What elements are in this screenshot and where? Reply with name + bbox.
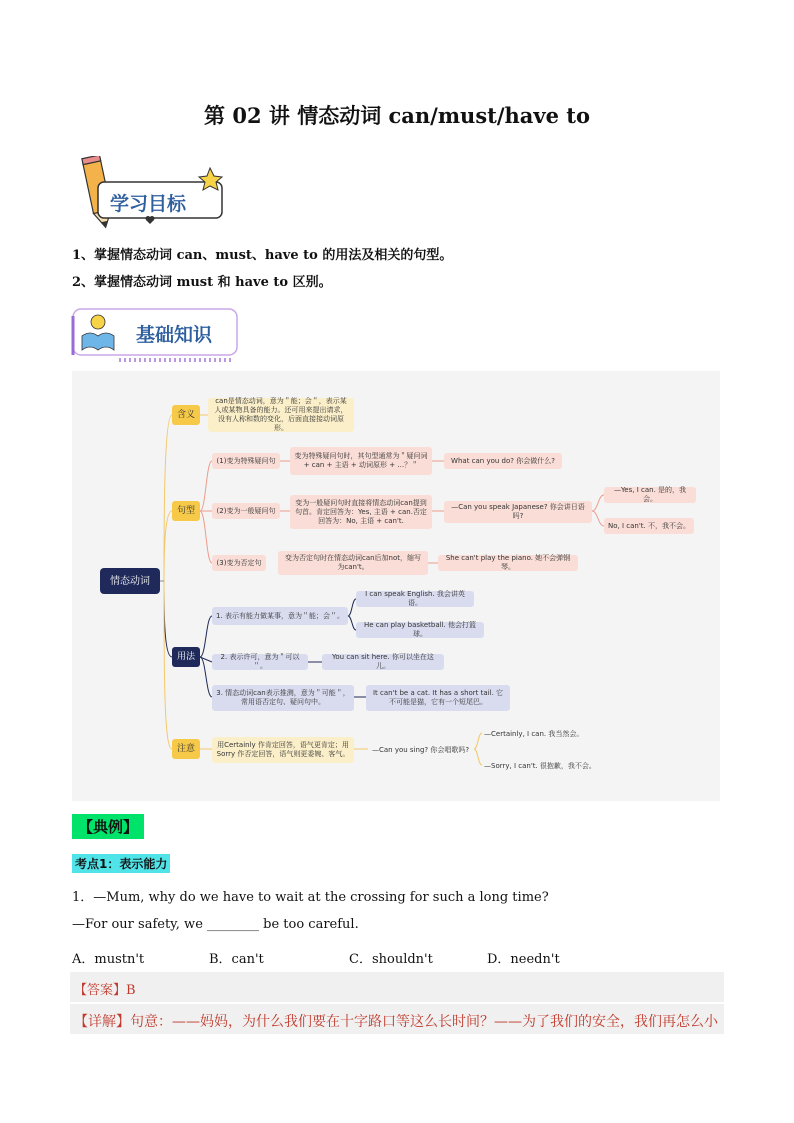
mm-pattern-label: 句型	[172, 501, 200, 521]
mm-guess-ex: It can't be a cat. It has a short tail. 它不可能是猫，它有一个短尾巴。	[366, 685, 510, 711]
key-point-label: 考点1：表示能力	[72, 854, 170, 873]
goals-banner	[70, 156, 240, 232]
goal-2: 2、掌握情态动词 must 和 have to 区别。	[72, 275, 332, 290]
mm-general-no: No, I can't. 不，我不会。	[604, 518, 694, 534]
answer-line	[74, 979, 136, 998]
detail-text: 句意：——妈妈，为什么我们要在十字路口等这么长时间？——为了我们的安全，我们再怎么小	[130, 1014, 718, 1030]
answer-value: B	[126, 983, 136, 998]
mm-ability-label: 1. 表示有能力做某事，意为＂能；会＂。	[212, 607, 348, 625]
detail-label: 【详解】	[74, 1014, 130, 1030]
mm-special-text: 变为特殊疑问句时，其句型通常为＂疑问词 + can + 主语 + 动词原形 + …？＂	[290, 447, 432, 475]
mm-general-label: (2)变为一般疑问句	[212, 503, 280, 519]
mm-usage-label: 用法	[172, 647, 200, 667]
mm-ability-ex1: I can speak English. 我会讲英语。	[356, 591, 474, 607]
page-title: 第 02 讲 情态动词 can/must/have to	[204, 103, 590, 128]
goals-banner-label: 学习目标	[110, 193, 187, 215]
option-c: C．shouldn't	[349, 952, 433, 967]
mm-general-text: 变为一般疑问句时直接将情态动词can提到句首。肯定回答为：Yes, 主语 + can.否定回答为：No, 主语 + can't.	[290, 495, 432, 529]
mm-meaning-label: 含义	[172, 405, 200, 425]
goal-1: 1、掌握情态动词 can、must、have to 的用法及相关的句型。	[72, 248, 453, 263]
mm-note-text: 用Certainly 作肯定回答，语气更肯定；用Sorry 作否定回答，语气则更委婉、客气。	[212, 737, 354, 763]
mm-note-q: —Can you sing? 你会唱歌吗?	[372, 745, 470, 754]
question-line-1: 1．—Mum, why do we have to wait at the crossing for such a long time?	[72, 890, 549, 905]
mm-negative-example: She can't play the piano. 她不会弹钢琴。	[438, 555, 578, 571]
mm-guess-label: 3. 情态动词can表示推测，意为＂可能＂，常用语否定句、疑问句中。	[212, 685, 354, 711]
answer-box	[70, 972, 724, 1002]
mm-note-label: 注意	[172, 739, 200, 759]
mm-permission-ex: You can sit here. 你可以坐在这儿。	[322, 654, 444, 670]
mm-negative-label: (3)变为否定句	[212, 555, 266, 571]
mm-note-a2: —Sorry, I can't. 很抱歉，我不会。	[484, 761, 596, 770]
answer-label: 【答案】	[74, 983, 127, 998]
mm-note-a1: —Certainly, I can. 我当然会。	[484, 729, 584, 738]
example-tag: 【典例】	[72, 814, 144, 839]
mm-general-yes: —Yes, I can. 是的，我会。	[604, 487, 696, 503]
mm-general-example: —Can you speak Japanese? 你会讲日语吗?	[444, 501, 592, 523]
option-a: A．mustn't	[72, 952, 145, 967]
detail-line	[74, 1011, 718, 1031]
mm-root: 情态动词	[100, 568, 160, 594]
mm-permission-label: 2. 表示许可，意为＂可以＂。	[212, 654, 308, 670]
option-b: B．can't	[209, 952, 264, 967]
mm-meaning-text: can是情态动词，意为＂能；会＂，表示某人或某物具备的能力。还可用来提出请求，没有人称和数的变化，后面直接接动词原形。	[208, 398, 354, 432]
option-d: D．needn't	[487, 952, 560, 967]
basics-banner-label: 基础知识	[136, 324, 213, 346]
mm-ability-ex2: He can play basketball. 他会打篮球。	[356, 622, 484, 638]
mm-negative-text: 变为否定句时在情态动词can后加not，缩写为can't。	[278, 551, 428, 575]
mindmap	[72, 371, 720, 801]
mm-special-example: What can you do? 你会做什么?	[444, 453, 562, 469]
mindmap-connectors	[72, 371, 720, 801]
question-line-2: —For our safety, we ________ be too careful.	[72, 917, 359, 932]
mm-special-label: (1)变为特殊疑问句	[212, 453, 280, 469]
basics-banner	[70, 306, 242, 362]
